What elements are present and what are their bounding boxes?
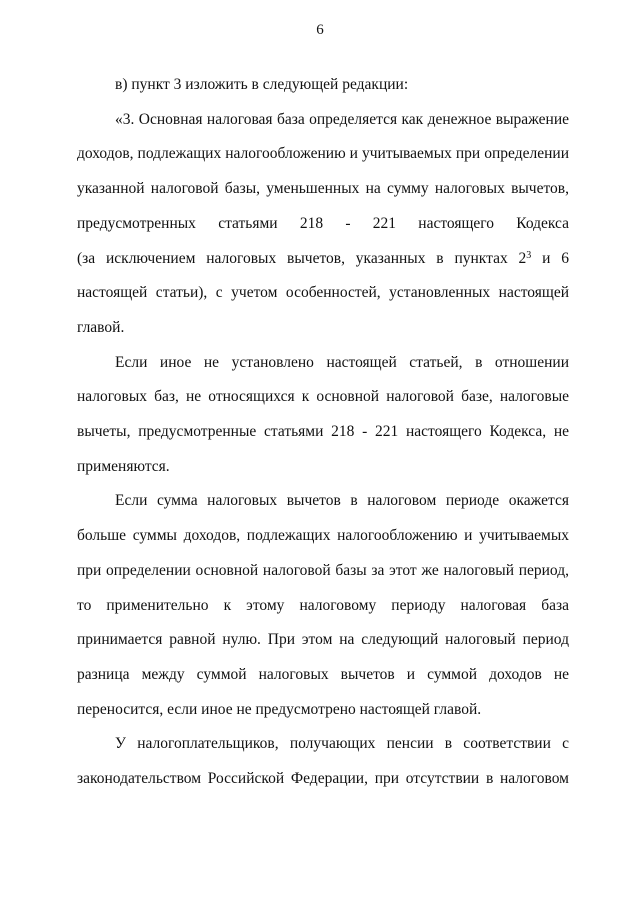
paragraph-amendment-intro [77,68,569,103]
text-line: налоговых баз, не относящихся к основной налоговой базе, налоговые [77,388,569,406]
text-line: переносится, если иное не предусмотрено настоящей главой. [77,700,482,718]
document-body [77,68,569,797]
text-line: то применительно к этому налоговому периоду налоговая база [77,596,569,614]
paragraph-other-tax-bases [77,346,569,485]
text-line: настоящей статьи), с учетом особенностей, установленных настоящей [77,284,569,302]
text-line: указанной налоговой базы, уменьшенных на сумму налоговых вычетов, [77,180,569,198]
text-line: Если иное не установлено настоящей статьей, в отношении [115,353,569,371]
text-line [77,242,569,277]
text-fragment: (за исключением налоговых вычетов, указанных в пунктах 2 [77,249,527,267]
text-line: разница между суммой налоговых вычетов и суммой доходов не [77,665,569,683]
text-fragment: и 6 [531,249,570,267]
paragraph-pensioners [77,727,569,796]
superscript: 3 [526,249,532,261]
page-number: 6 [316,22,324,38]
text-line: доходов, подлежащих налогообложению и учитываемых при определении [77,145,569,163]
text-line: Если сумма налоговых вычетов в налоговом периоде окажется [115,492,569,510]
text-line: в) пункт 3 изложить в следующей редакции: [115,76,409,93]
text-line: законодательством Российской Федерации, при отсутствии в налоговом [77,770,569,788]
text-line: вычеты, предусмотренные статьями 218 - 221 настоящего Кодекса, не [77,423,569,441]
text-line: больше суммы доходов, подлежащих налогообложению и учитываемых [77,527,569,545]
text-line: предусмотренных статьями 218 - 221 настоящего Кодекса [77,214,569,232]
text-line: «3. Основная налоговая база определяется как денежное выражение [115,110,569,128]
paragraph-main-tax-base [77,103,569,346]
text-line: при определении основной налоговой базы за этот же налоговый период, [77,561,569,579]
paragraph-deductions-exceed [77,484,569,727]
text-line: применяются. [77,457,170,475]
text-line: главой. [77,318,125,336]
text-line: У налогоплательщиков, получающих пенсии в соответствии с [115,735,569,753]
text-line: принимается равной нулю. При этом на следующий налоговый период [77,631,569,649]
